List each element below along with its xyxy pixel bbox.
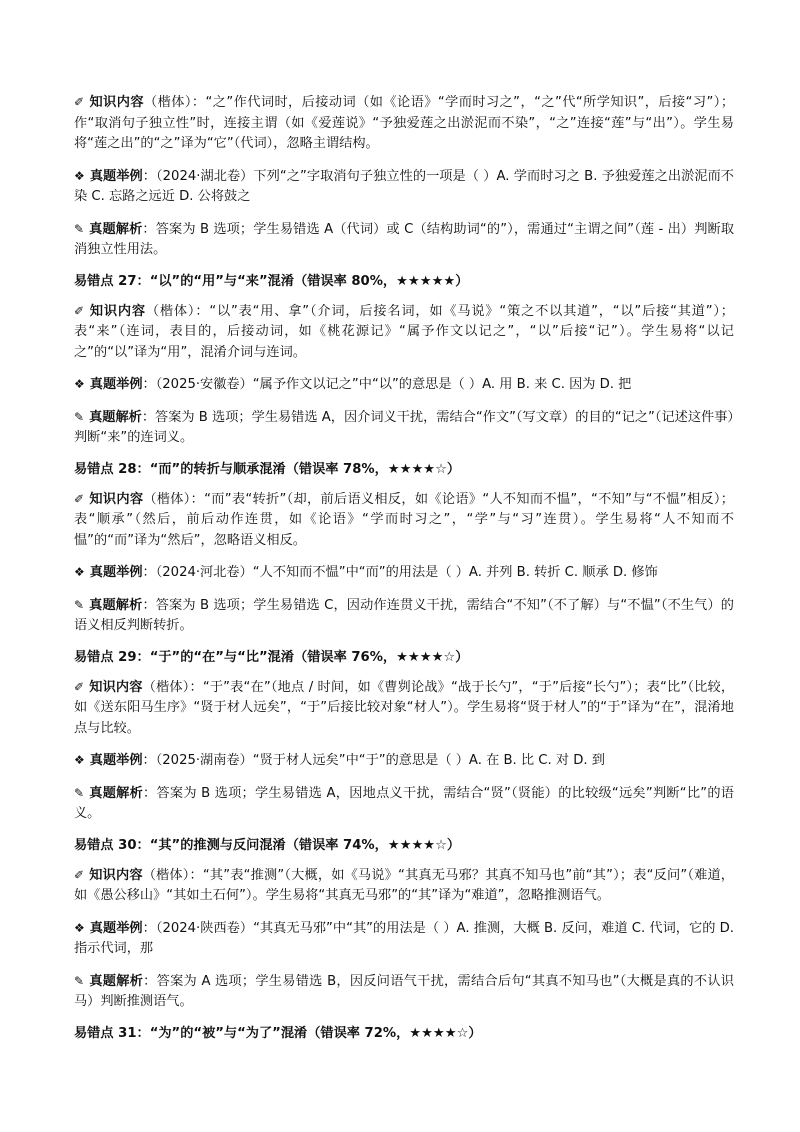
paragraph	[74, 219, 734, 261]
paragraph-text: ：答案为 A 选项；学生易错选 B，因反问语气干扰，需结合后句“其真不知马也”（大概是真的不认识马）判断推测语气。	[74, 973, 734, 1009]
pencil-icon: ✐	[74, 95, 85, 109]
pen-icon: ✎	[74, 785, 85, 800]
section-heading: 易错点 29：“于”的“在”与“比”混淆（错误率 76%，★★★★☆）	[74, 649, 469, 665]
paragraph	[74, 562, 734, 584]
paragraph	[74, 750, 734, 772]
paragraph-text: ：答案为 B 选项；学生易错选 A，因地点义干扰，需结合“贤”（贤能）的比较级“远矣”判断“比”的语义。	[74, 785, 734, 821]
paragraph-label: 真题解析	[89, 597, 143, 613]
pencil-icon: ✐	[74, 491, 85, 506]
paragraph	[74, 677, 734, 740]
paragraph-text: （楷体）：“其”表“推测”（大概，如《马说》“其真无马邪？其真不知马也”前“其”）；表“反问”（难道，如《愚公移山》“其如土石何”）。学生易将“其真无马邪”的“其”译为“难道”，忽略推测语气。	[74, 867, 734, 903]
paragraph-text: （楷体）：“而”表“转折”（却，前后语义相反，如《论语》“人不知而不愠”，“不知”与“不愠”相反）；表“顺承”（然后，前后动作连贯，如《论语》“学而时习之”，“学”与“习”连贯）。学生易将“人不知而不愠”的“而”译为“然后”，忽略语义相反。	[74, 491, 734, 548]
pencil-icon: ✐	[74, 679, 85, 694]
paragraph	[74, 407, 734, 449]
paragraph	[74, 92, 734, 155]
paragraph	[74, 918, 734, 960]
paragraph-text: （楷体）：“之”作代词时，后接动词（如《论语》“学而时习之”，“之”代“所学知识”，后接“习”）；作“取消句子独立性”时，连接主谓（如《爱莲说》“予独爱莲之出淤泥而不染”，“之”连接“莲”与“出”）。学生易将“莲之出”的“之”译为“它”（代词），忽略主谓结构。	[74, 95, 735, 151]
paragraph-text: （楷体）：“于”表“在”（地点 / 时间，如《曹刿论战》“战于长勺”，“于”后接“长勺”）；表“比”（比较，如《送东阳马生序》“贤于材人远矣”，“于”后接比较对象“材人”）。学生易将“贤于材人”的“于”译为“在”，混淆地点与比较。	[74, 679, 734, 736]
paragraph	[74, 489, 734, 552]
diamond-bullet-icon: ❖	[74, 920, 85, 935]
paragraph-text: ：答案为 B 选项；学生易错选 A（代词）或 C（结构助词“的”），需通过“主谓之间”（莲 - 出）判断取消独立性用法。	[74, 221, 735, 257]
diamond-bullet-icon: ❖	[74, 753, 85, 767]
paragraph-label: 知识内容	[89, 95, 144, 110]
pen-icon: ✎	[74, 973, 85, 988]
paragraph	[74, 595, 734, 637]
paragraph	[74, 301, 734, 364]
diamond-bullet-icon: ❖	[74, 168, 85, 183]
paragraph	[74, 783, 734, 825]
paragraph-label: 真题解析	[89, 785, 144, 801]
pen-icon: ✎	[74, 221, 85, 236]
pencil-icon: ✐	[74, 867, 85, 882]
paragraph-text: ：（2025·湖南卷）“贤于材人远矣”中“于”的意思是（ ）A. 在 B. 比 C. 对 D. 到	[142, 753, 605, 768]
section-heading: 易错点 30：“其”的推测与反问混淆（错误率 74%，★★★★☆）	[74, 837, 461, 853]
paragraph-label: 真题举例	[89, 377, 143, 392]
diamond-bullet-icon: ❖	[74, 565, 85, 579]
paragraph	[74, 374, 734, 396]
paragraph-label: 知识内容	[89, 303, 146, 319]
paragraph-label: 真题举例	[89, 920, 143, 936]
paragraph-label: 真题举例	[89, 168, 143, 184]
paragraph-label: 真题举例	[89, 753, 143, 768]
paragraph-label: 真题举例	[89, 565, 143, 580]
paragraph-label: 真题解析	[89, 221, 143, 237]
paragraph-text: ：答案为 B 选项；学生易错选 C，因动作连贯义干扰，需结合“不知”（不了解）与“不愠”（不生气）的语义相反判断转折。	[74, 597, 734, 633]
paragraph-text: ：（2024·河北卷）“人不知而不愠”中“而”的用法是（ ）A. 并列 B. 转折 C. 顺承 D. 修饰	[142, 565, 658, 580]
paragraph-text: ：（2024·湖北卷）下列“之”字取消句子独立性的一项是（ ）A. 学而时习之 B. 予独爱莲之出淤泥而不染 C. 忘路之远近 D. 公将鼓之	[74, 168, 734, 204]
paragraph	[74, 166, 734, 208]
section-heading: 易错点 31：“为”的“被”与“为了”混淆（错误率 72%，★★★★☆）	[74, 1025, 482, 1041]
pencil-icon: ✐	[74, 303, 85, 318]
pen-icon: ✎	[74, 597, 85, 612]
paragraph	[74, 865, 734, 907]
paragraph-label: 真题解析	[89, 973, 144, 989]
document-page	[74, 92, 734, 1053]
paragraph-label: 知识内容	[89, 867, 143, 883]
paragraph-label: 知识内容	[89, 491, 144, 507]
paragraph-label: 真题解析	[89, 409, 142, 425]
pen-icon: ✎	[74, 409, 85, 424]
paragraph-text: ：答案为 B 选项；学生易错选 A，因介词义干扰，需结合“作文”（写文章）的目的“记之”（记述这件事）判断“来”的连词义。	[74, 409, 734, 445]
diamond-bullet-icon: ❖	[74, 377, 85, 391]
section-heading: 易错点 27：“以”的“用”与“来”混淆（错误率 80%，★★★★★）	[74, 273, 469, 289]
paragraph-label: 知识内容	[89, 679, 143, 695]
paragraph-text: ：（2025·安徽卷）“属予作文以记之”中“以”的意思是（ ）A. 用 B. 来 C. 因为 D. 把	[142, 377, 632, 392]
paragraph-text: （楷体）：“以”表“用、拿”（介词，后接名词，如《马说》“策之不以其道”，“以”后接“其道”）；表“来”（连词，表目的，后接动词，如《桃花源记》“属予作文以记之”，“以”后接“记”）。学生易将“以记之”的“以”译为“用”，混淆介词与连词。	[74, 303, 734, 360]
section-heading: 易错点 28：“而”的转折与顺承混淆（错误率 78%，★★★★☆）	[74, 461, 461, 477]
paragraph	[74, 971, 734, 1013]
paragraph-text: ：（2024·陕西卷）“其真无马邪”中“其”的用法是（ ）A. 推测，大概 B. 反问，难道 C. 代词，它的 D. 指示代词，那	[74, 920, 735, 956]
